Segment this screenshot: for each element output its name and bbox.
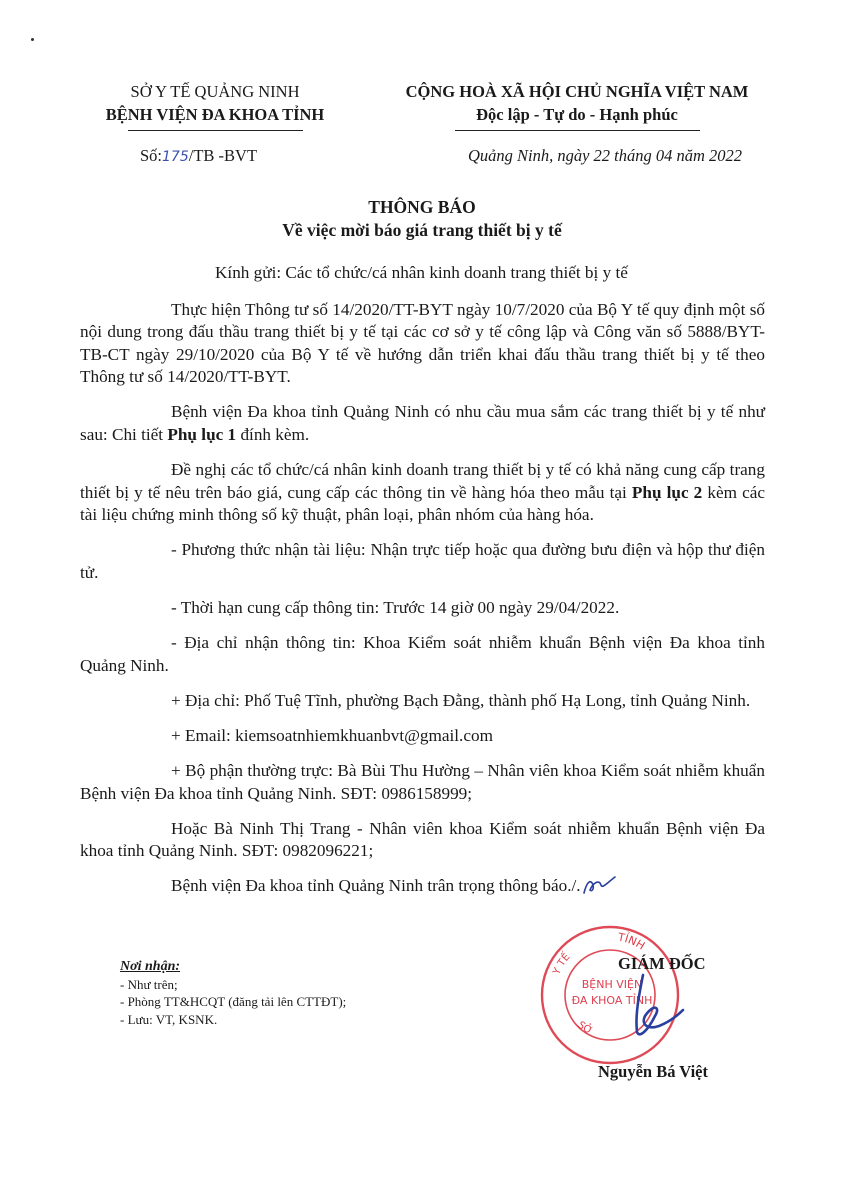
svg-text:ĐA KHOA TỈNH: ĐA KHOA TỈNH	[571, 994, 653, 1007]
paragraph-closing: Bệnh viện Đa khoa tỉnh Quảng Ninh trân trọng thông báo./.	[80, 875, 765, 898]
paragraph-email: + Email: kiemsoatnhiemkhuanbvt@gmail.com	[171, 726, 493, 745]
doc-number-handwritten: 175	[162, 149, 189, 165]
recipient-item: - Phòng TT&HCQT (đăng tải lên CTTĐT);	[120, 994, 347, 1009]
recipients-label: Nơi nhận:	[120, 959, 181, 974]
paragraph-request: Đề nghị các tổ chức/cá nhân kinh doanh trang thiết bị y tế có khả năng cung cấp trang thiết bị y tế nêu trên báo giá, cung cấp các thông tin về hàng hóa theo mẫu tại Phụ lục 2 kèm các tài liệu chứng minh thông số kỹ thuật, phân loại, phân nhóm của hàng hóa.	[80, 460, 765, 525]
svg-text:BỆNH VIỆN: BỆNH VIỆN	[581, 978, 643, 991]
svg-text:TỈNH: TỈNH	[616, 930, 648, 953]
svg-text:Y TẾ: Y TẾ	[551, 951, 573, 977]
document-body	[80, 262, 765, 911]
place-and-date: Quảng Ninh, ngày 22 tháng 04 năm 2022	[467, 146, 743, 165]
issuing-agency-block	[80, 80, 350, 131]
paragraph-contact-2: Hoặc Bà Ninh Thị Trang - Nhân viên khoa Kiểm soát nhiễm khuẩn Bệnh viện Đa khoa tỉnh Quảng Ninh. SĐT: 0982096221;	[80, 818, 765, 861]
recipient-item: - Như trên;	[120, 976, 178, 992]
doc-number-prefix: Số:	[140, 146, 163, 165]
svg-text:SỞ: SỞ	[575, 1019, 595, 1038]
country-name: CỘNG HOÀ XÃ HỘI CHỦ NGHĨA VIỆT NAM	[405, 82, 749, 101]
document-title-block	[0, 196, 844, 242]
document-subject: Về việc mời báo giá trang thiết bị y tế	[282, 220, 562, 240]
national-motto-block	[372, 80, 782, 131]
doc-number-suffix: /TB -BVT	[188, 146, 258, 165]
recipients-block	[120, 958, 346, 1028]
signer-name: Nguyễn Bá Việt	[598, 1062, 709, 1081]
appendix-1-ref: Phụ lục 1	[167, 425, 237, 445]
motto-underline	[455, 130, 700, 131]
initial-mark-icon	[581, 875, 621, 897]
agency-parent: SỞ Y TẾ QUẢNG NINH	[130, 82, 300, 101]
paragraph-need: Bệnh viện Đa khoa tỉnh Quảng Ninh có nhu cầu mua sắm các trang thiết bị y tế như sau: Chi tiết Phụ lục 1 đính kèm.	[80, 402, 765, 445]
document-number	[140, 146, 257, 166]
scan-speck	[31, 38, 34, 41]
appendix-2-ref: Phụ lục 2	[631, 482, 703, 502]
paragraph-contact-1: + Bộ phận thường trực: Bà Bùi Thu Hường – Nhân viên khoa Kiểm soát nhiễm khuẩn Bệnh viện Đa khoa tỉnh Quảng Ninh. SĐT: 0986158999;	[80, 761, 765, 803]
agency-name: BỆNH VIỆN ĐA KHOA TỈNH	[105, 105, 325, 124]
paragraph-submission-method: - Phương thức nhận tài liệu: Nhận trực tiếp hoặc qua đường bưu điện và hộp thư điện tử.	[80, 540, 765, 583]
agency-underline	[128, 130, 303, 131]
paragraph-legal-basis: Thực hiện Thông tư số 14/2020/TT-BYT ngày 10/7/2020 của Bộ Y tế quy định một số nội dung trong đấu thầu trang thiết bị y tế tại các cơ sở y tế công lập và Công văn số 5888/BYT-TB-CT ngày 29/10/2020 của Bộ Y tế về hướng dẫn triển khai đấu thầu trang thiết bị y tế theo Thông tư số 14/2020/TT-BYT.	[80, 299, 765, 387]
document-title: THÔNG BÁO	[368, 197, 476, 217]
signer-title: GIÁM ĐỐC	[618, 954, 706, 973]
addressee: Kính gửi: Các tổ chức/cá nhân kinh doanh trang thiết bị y tế	[215, 263, 628, 282]
paragraph-deadline: - Thời hạn cung cấp thông tin: Trước 14 giờ 00 ngày 29/04/2022.	[171, 598, 620, 618]
paragraph-address: + Địa chỉ: Phố Tuệ Tĩnh, phường Bạch Đằng, thành phố Hạ Long, tỉnh Quảng Ninh.	[171, 690, 751, 710]
paragraph-receiving-unit: - Địa chỉ nhận thông tin: Khoa Kiểm soát nhiễm khuẩn Bệnh viện Đa khoa tỉnh Quảng Ninh.	[80, 633, 765, 675]
motto: Độc lập - Tự do - Hạnh phúc	[476, 105, 678, 124]
official-seal-icon	[535, 920, 685, 1070]
recipient-item: - Lưu: VT, KSNK.	[120, 1011, 218, 1027]
